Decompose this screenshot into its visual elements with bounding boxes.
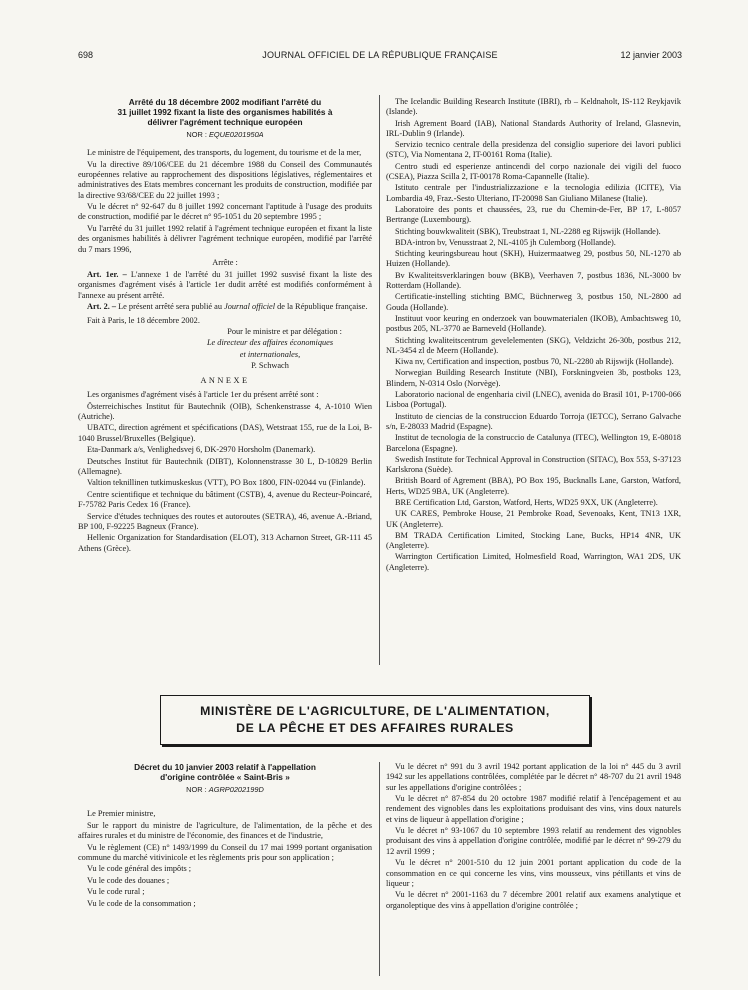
signature-delegation: Pour le ministre et par délégation :: [227, 326, 342, 336]
organism-entry: Irish Agrement Board (IAB), National Standards Authority of Ireland, Glasnevin, IRL-Dublin 9 (Irlande).: [386, 118, 681, 138]
arrete-title: [78, 97, 372, 127]
organism-entry: Institut de tecnologia de la construccio de Catalunya (ITEC), Wellington 19, E-08018 Barcelona (Espagne).: [386, 433, 681, 453]
arrete-right-column: [386, 97, 681, 574]
arrete-title-line: délivrer l'agrément technique européen: [147, 117, 303, 127]
signature-title-line2: et internationales,: [239, 349, 301, 359]
organism-entry: British Board of Agrement (BBA), PO Box 195, Bucknalls Lane, Garston, Watford, Herts, WD25 9BA, UK (Angleterre).: [386, 476, 681, 496]
organism-entry: Kiwa nv, Certification and inspection, postbus 70, NL-2280 ab Rijswijk (Hollande).: [395, 357, 674, 367]
decret-title: [78, 762, 372, 782]
organism-entry: BDA-intron bv, Venusstraat 2, NL-4105 jh Culemborg (Hollande).: [395, 237, 616, 247]
organism-entry: Norwegian Building Research Institute (NBI), Forskningveien 3b, postboks 123, Blindern, N-0314 Oslo (Norvège).: [386, 368, 681, 388]
organism-entry: Stichting kwaliteitscentrum gevelelementen (SKG), Veldzicht 26-30b, postbus 212, NL-3454 zl de Meern (Hollande).: [386, 335, 681, 355]
organism-entry: Bv Kwaliteitsverklaringen bouw (BKB), Veerhaven 7, postbus 1836, NL-3000 bv Rotterdam (Hollande).: [386, 270, 681, 291]
annexe-intro: Les organismes d'agrément visés à l'article 1er du présent arrêté sont :: [87, 390, 319, 400]
decret-paragraph: Vu le décret n° 2001-1163 du 7 décembre 2001 relatif aux examens analytique et organoleptique des vins à appellation d'origine contrôlée ;: [386, 890, 681, 910]
organism-entry: Eta-Danmark a/s, Venlighedsvej 6, DK-2970 Horsholm (Danemark).: [87, 445, 316, 455]
organism-entry: Laboratoire des ponts et chaussées, 23, rue du Chemin-de-Fer, BP 17, L-8057 Bertrange (Luxembourg).: [386, 204, 681, 225]
organism-entry: Service d'études techniques des routes et autoroutes (SETRA), 46, avenue A.-Briand, BP 100, F-92225 Bagneux (France).: [78, 511, 372, 531]
arrete-paragraph: Vu la directive 89/106/CEE du 21 décembre 1988 du Conseil des Communautés européennes relative au rapprochement des dispositions législatives, réglementaires et administratives des Etats membres concernant les produits de construction, modifiée par la directive 93/68/CEE du 22 juillet 1993 ;: [78, 159, 372, 200]
article-2-label: Art. 2. –: [87, 302, 117, 312]
arrete-paragraph: Le ministre de l'équipement, des transports, du logement, du tourisme et de la mer,: [87, 148, 362, 158]
organism-entry: Stichting bouwkwaliteit (SBK), Treubstraat 1, NL-2288 eg Rijswijk (Hollande).: [395, 226, 661, 236]
ministry-heading-line1: MINISTÈRE DE L'AGRICULTURE, DE L'ALIMENTATION,: [200, 704, 550, 718]
decret-paragraph: Sur le rapport du ministre de l'agriculture, de l'alimentation, de la pêche et des affaires rurales et du ministre de l'économie, des finances et de l'industrie,: [78, 820, 372, 841]
nor-label: NOR :: [186, 130, 209, 139]
decret-paragraph: Vu le code de la consommation ;: [87, 898, 196, 908]
decret-title-line: d'origine contrôlée « Saint-Bris »: [160, 772, 290, 782]
article-2-text-end: de la République française.: [275, 302, 368, 312]
organism-entry: UK CARES, Pembroke House, 21 Pembroke Road, Sevenoaks, Kent, TN13 1XR, UK (Angleterre).: [386, 509, 681, 529]
arrete-title-line: Arrêté du 18 décembre 2002 modifiant l'arrêté du: [128, 97, 322, 107]
arrete-label: Arrête :: [212, 257, 238, 267]
nor-label: NOR :: [186, 785, 209, 794]
decret-paragraph: Vu le code des douanes ;: [87, 875, 170, 885]
organism-entry: The Icelandic Building Research Institute (IBRI), rb – Keldnaholt, IS-112 Reykjavik (Islande).: [386, 97, 681, 117]
page-number: 698: [78, 50, 94, 60]
organism-entry: Centro studi ed esperienze antincendi del corpo nazionale dei vigili del fuoco (CSEA), Piazza Scilla 2, IT-00178 Roma-Capannelle (Italie).: [386, 161, 681, 182]
organism-entry: BRE Certification Ltd, Garston, Watford, Herts, WD25 9XX, UK (Angleterre).: [395, 497, 658, 507]
organism-entry: Laboratorio nacional de engenharia civil (LNEC), avenida do Brasil 101, P-1700-066 Lisboa (Portugal).: [386, 390, 681, 410]
issue-date: 12 janvier 2003: [620, 50, 682, 60]
decret-paragraph: Vu le code général des impôts ;: [87, 864, 192, 874]
decret-paragraph: Le Premier ministre,: [87, 809, 156, 819]
arrete-nor: [78, 130, 372, 140]
organism-entry: Istituto centrale per l'industrializzazione e la tecnologia edilizia (ICITE), Via Lombardia 49, Fraz.-Sesto Ulteriano, IT-20098 San Giuliano Milanese (Italie).: [386, 183, 681, 203]
decret-paragraph: Vu le décret n° 2001-510 du 12 juin 2001 portant application du code de la consommation en ce qui concerne les vins, vins mousseux, vins pétillants et vins de liqueur ;: [386, 858, 681, 888]
signature-name: P. Schwach: [251, 361, 289, 371]
decret-title-line: Décret du 10 janvier 2003 relatif à l'appellation: [134, 762, 316, 772]
organism-entry: Hellenic Organization for Standardisation (ELOT), 313 Acharnon Street, GR-111 45 Athens (Grèce).: [78, 533, 372, 553]
article-1: [78, 270, 372, 301]
organism-entry: Valtion teknillinen tutkimuskeskus (VTT), PO Box 1800, FIN-02044 vu (Finlande).: [87, 478, 366, 488]
annexe-title: ANNEXE: [200, 375, 250, 385]
article-1-label: Art. 1er. –: [87, 270, 127, 280]
organism-entry: Deutsches Institut für Bautechnik (DIBT), Kolonnenstrasse 30 L, D-10829 Berlin (Allemagne).: [78, 456, 372, 476]
fait-a-paris: Fait à Paris, le 18 décembre 2002.: [87, 315, 200, 325]
decret-nor: [78, 785, 372, 795]
organism-entry: Instituut voor keuring en onderzoek van bouwmaterialen (IKOB), Ambachtsweg 10, postbus 205, NL-3770 ae Barneveld (Hollande).: [386, 313, 681, 334]
decret-left-column: [78, 762, 372, 910]
column-divider-top: [379, 95, 380, 665]
organism-entry: BM TRADA Certification Limited, Stocking Lane, Bucks, HP14 4NR, UK (Angleterre).: [386, 530, 681, 551]
organism-entry: Servizio tecnico centrale della presidenza del consiglio superiore dei lavori publici (STC), Via Nomentana 2, IT-00161 Roma (Italie).: [386, 140, 681, 160]
arrete-paragraph: Vu l'arrêté du 31 juillet 1992 relatif à l'agrément technique européen et fixant la liste des organismes habilités à délivrer l'agrément technique européen, modifié par l'arrêté du 7 mars 1996,: [78, 223, 372, 254]
ministry-heading-line2: DE LA PÊCHE ET DES AFFAIRES RURALES: [236, 721, 514, 735]
arrete-paragraph: Vu le décret n° 92-647 du 8 juillet 1992 concernant l'aptitude à l'usage des produits de construction, modifié par le décret n° 95-1051 du 20 septembre 1995 ;: [78, 202, 372, 222]
decret-paragraph: Vu le règlement (CE) n° 1493/1999 du Conseil du 17 mai 1999 portant organisation commune du marché vitivinicole et les règlements pris pour son application ;: [78, 842, 372, 862]
organism-entry: Centre scientifique et technique du bâtiment (CSTB), 4, avenue du Recteur-Poincaré, F-75782 Paris Cedex 16 (France).: [78, 489, 372, 510]
organism-entry: Certificatie-instelling stichting BMC, Büchnerweg 3, postbus 150, NL-2800 ad Gouda (Hollande).: [386, 292, 681, 312]
ministry-heading-box: [160, 695, 590, 745]
article-2: [78, 302, 372, 312]
decret-paragraph: Vu le code rural ;: [87, 887, 145, 897]
organism-entry: Instituto de ciencias de la construccion Eduardo Torroja (IETCC), Serrano Galvache s/n, E-28033 Madrid (Espagne).: [386, 411, 681, 431]
organism-entry: Warrington Certification Limited, Holmesfield Road, Warrington, WA1 2DS, UK (Angleterre).: [386, 552, 681, 572]
organism-entry: Swedish Institute for Technical Approval in Construction (SITAC), Box 553, S-37123 Karlskrona (Suède).: [386, 454, 681, 475]
decret-right-column: [386, 762, 681, 912]
organism-entry: Österreichisches Institut für Bautechnik (OIB), Schenkenstrasse 4, A-1010 Wien (Autriche).: [78, 401, 372, 421]
organism-entry: Stichting keuringsbureau hout (SKH), Huizermaatweg 29, postbus 50, NL-1270 ab Huizen (Hollande).: [386, 249, 681, 269]
decret-paragraph: Vu le décret n° 991 du 3 avril 1942 portant application de la loi n° 445 du 3 avril 1942 sur les appellations contrôlées, complétée par le décret n° 48-707 du 21 avril 1948 sur les appellations d'origine contrôlées ;: [386, 762, 681, 792]
nor-code: EQUE0201950A: [208, 130, 264, 139]
journal-title: JOURNAL OFFICIEL DE LA RÉPUBLIQUE FRANÇAISE: [262, 50, 498, 60]
nor-code: AGRP0202199D: [208, 785, 264, 794]
decret-paragraph: Vu le décret n° 87-854 du 20 octobre 1987 modifié relatif à l'encépagement et au rendement des vignobles dans les exploitations produisant des vins, vins doux naturels et vins de liqueur à appellation d'origine ;: [386, 794, 681, 824]
organism-entry: UBATC, direction agrément et spécifications (DAS), Wetstraat 155, rue de la Loi, B-1040 Brussel/Bruxelles (Belgique).: [78, 423, 372, 443]
signature-title-line1: Le directeur des affaires économiques: [206, 338, 334, 348]
arrete-title-line: 31 juillet 1992 fixant la liste des organismes habilités à: [117, 107, 333, 117]
column-divider-bottom: [379, 762, 380, 976]
article-2-text: Le présent arrêté sera publié au: [116, 302, 225, 312]
decret-paragraph: Vu le décret n° 93-1067 du 10 septembre 1993 relatif au rendement des vignobles produisant des vins à appellation d'origine contrôlée, modifié par le décret n° 99-279 du 12 avril 1999 ;: [386, 826, 681, 856]
article-1-text: L'annexe 1 de l'arrêté du 31 juillet 1992 susvisé fixant la liste des organismes d'agrément visés à l'article 1er dudit arrêté est modifiés conformément à l'annexe au présent arrêté.: [78, 270, 372, 300]
page-header: [78, 50, 682, 64]
article-2-journal: Journal officiel: [224, 302, 276, 312]
arrete-left-column: [78, 97, 372, 555]
